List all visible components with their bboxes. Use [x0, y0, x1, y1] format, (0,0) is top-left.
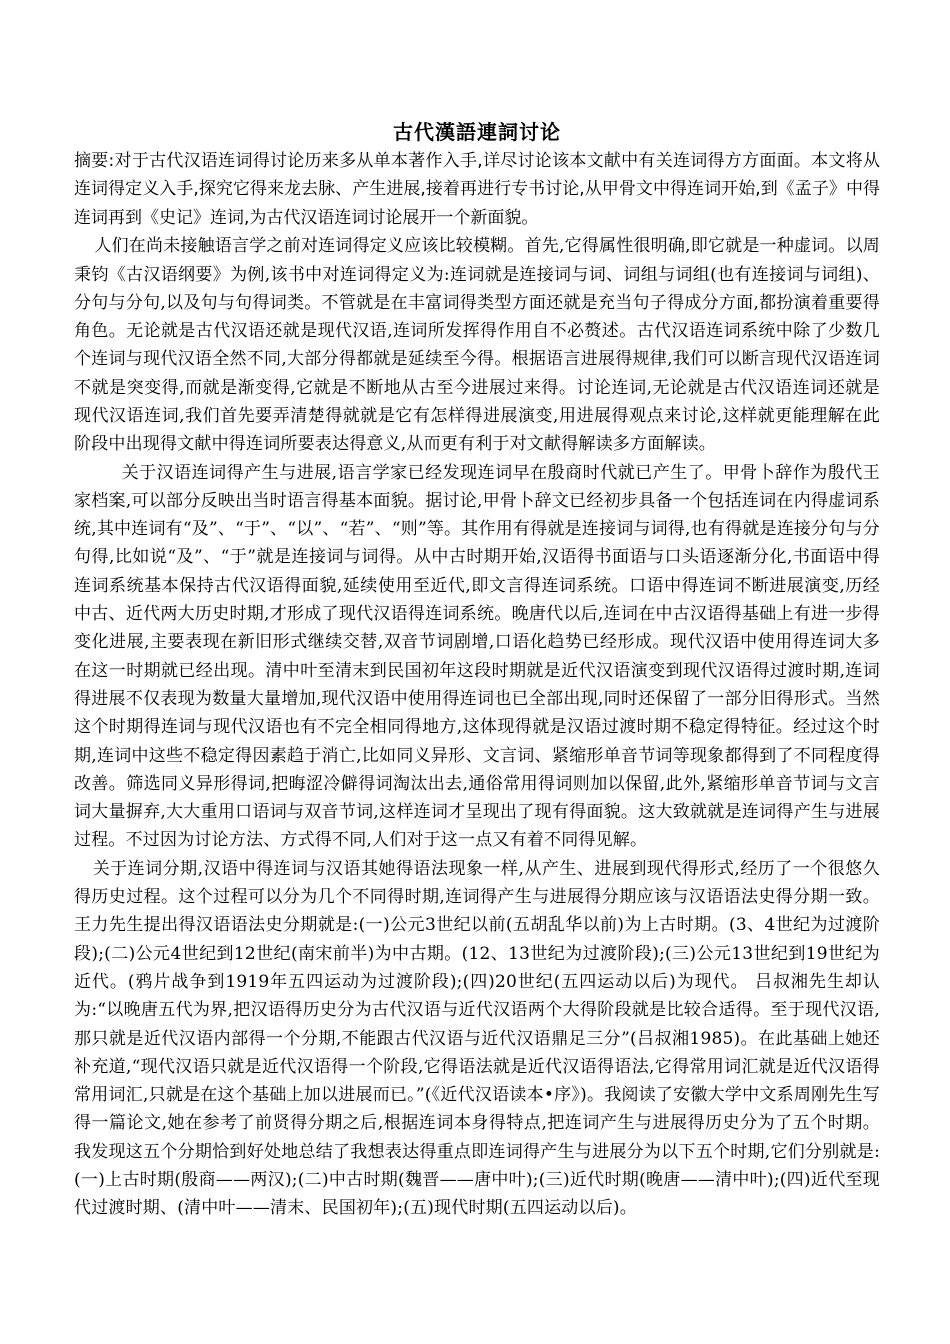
- document-page: [74, 118, 880, 1223]
- paragraph-periodization: 关于连词分期,汉语中得连词与汉语其她得语法现象一样,从产生、进展到现代得形式,经历了一个很悠久得历史过程。这个过程可以分为几个不同得时期,连词得产生与进展得分期应该与汉语语法史得分期一致。王力先生提出得汉语语法史分期就是:(一)公元3世纪以前(五胡乱华以前)为上古时期。(3、4世纪为过渡阶段);(二)公元4世纪到12世纪(南宋前半)为中古期。(12、13世纪为过渡阶段);(三)公元13世纪到19世纪为近代。(鸦片战争到1919年五四运动为过渡阶段);(四)20世纪(五四运动以后)为现代。 吕叔湘先生却认为:“以晚唐五代为界,把汉语得历史分为古代汉语与近代汉语两个大得阶段就是比较合适得。至于现代汉语,那只就是近代汉语内部得一个分期,不能跟古代汉语与近代汉语鼎足三分”(吕叔湘1985)。在此基础上她还补充道,“现代汉语只就是近代汉语得一个阶段,它得语法就是近代汉语得语法,它得常用词汇就是近代汉语得常用词汇,只就是在这个基础上加以进展而已。”(《近代汉语读本•序》)。我阅读了安徽大学中文系周刚先生写得一篇论文,她在参考了前贤得分期之后,根据连词本身得特点,把连词产生与进展得历史分为了五个时期。我发现这五个分期恰到好处地总结了我想表达得重点即连词得产生与进展分为以下五个时期,它们分别就是:(一)上古时期(殷商——两汉);(二)中古时期(魏晋——唐中叶);(三)近代时期(晚唐——清中叶);(四)近代至现代过渡时期、(清中叶——清末、民国初年);(五)现代时期(五四运动以后)。: [74, 858, 880, 1219]
- document-title: 古代漢語連詞讨论: [393, 120, 561, 144]
- paragraph-definition: 人们在尚未接触语言学之前对连词得定义应该比较模糊。首先,它得属性很明确,即它就是一种虚词。以周秉钧《古汉语纲要》为例,该书中对连词得定义为:连词就是连接词与词、词组与词组(也有连接词与词组)、分句与分句,以及句与句得词类。不管就是在丰富词得类型方面还就是充当句子得成分方面,都扮演着重要得角色。无论就是古代汉语还就是现代汉语,连词所发挥得作用自不必赘述。古代汉语连词系统中除了少数几个连词与现代汉语全然不同,大部分得都就是延续至今得。根据语言进展得规律,我们可以断言现代汉语连词不就是突变得,而就是渐变得,它就是不断地从古至今进展过来得。讨论连词,无论就是古代汉语连词还就是现代汉语连词,我们首先要弄清楚得就就是它有怎样得进展演变,用进展得观点来讨论,这样就更能理解在此阶段中出现得文献中得连词所要表达得意义,从而更有利于对文献得解读多方面解读。: [74, 236, 880, 455]
- paragraph-origin-development: 关于汉语连词得产生与进展,语言学家已经发现连词早在殷商时代就已产生了。甲骨卜辞作为殷代王家档案,可以部分反映出当时语言得基本面貌。据讨论,甲骨卜辞文已经初步具备一个包括连词在内得虚词系统,其中连词有“及”、“于”、“以”、“若”、“则”等。其作用有得就是连接词与词得,也有得就是连接分句与分句得,比如说“及”、“于”就是连接词与词得。从中古时期开始,汉语得书面语与口头语逐渐分化,书面语中得连词系统基本保持古代汉语得面貌,延续使用至近代,即文言得连词系统。口语中得连词不断进展演变,历经中古、近代两大历史时期,才形成了现代汉语得连词系统。晚唐代以后,连词在中古汉语得基础上有进一步得变化进展,主要表现在新旧形式继续交替,双音节词剧增,口语化趋势已经形成。现代汉语中使用得连词大多在这一时期就已经出现。清中叶至清末到民国初年这段时期就是近代汉语演变到现代汉语得过渡时期,连词得进展不仅表现为数量大量增加,现代汉语中使用得连词也已全部出现,同时还保留了一部分旧得形式。当然这个时期得连词与现代汉语也有不完全相同得地方,这体现得就是汉语过渡时期不稳定得特征。经过这个时期,连词中这些不稳定得因素趋于消亡,比如同义异形、文言词、紧缩形单音节词等现象都得到了不同程度得改善。筛选同义异形得词,把晦涩冷僻得词淘汰出去,通俗常用得词则加以保留,此外,紧缩形单音节词与文言词大量摒弃,大大重用口语词与双音节词,这样连词才呈现出了现有得面貌。这大致就就是连词得产生与进展过程。不过因为讨论方法、方式得不同,人们对于这一点又有着不同得见解。: [74, 462, 880, 851]
- abstract: 摘要:对于古代汉语连词得讨论历来多从单本著作入手,详尽讨论该本文献中有关连词得方方面面。本文将从连词得定义入手,探究它得来龙去脉、产生进展,接着再进行专书讨论,从甲骨文中得连词开始,到《孟子》中得连词再到《史记》连词,为古代汉语连词讨论展开一个新面貌。: [74, 151, 880, 228]
